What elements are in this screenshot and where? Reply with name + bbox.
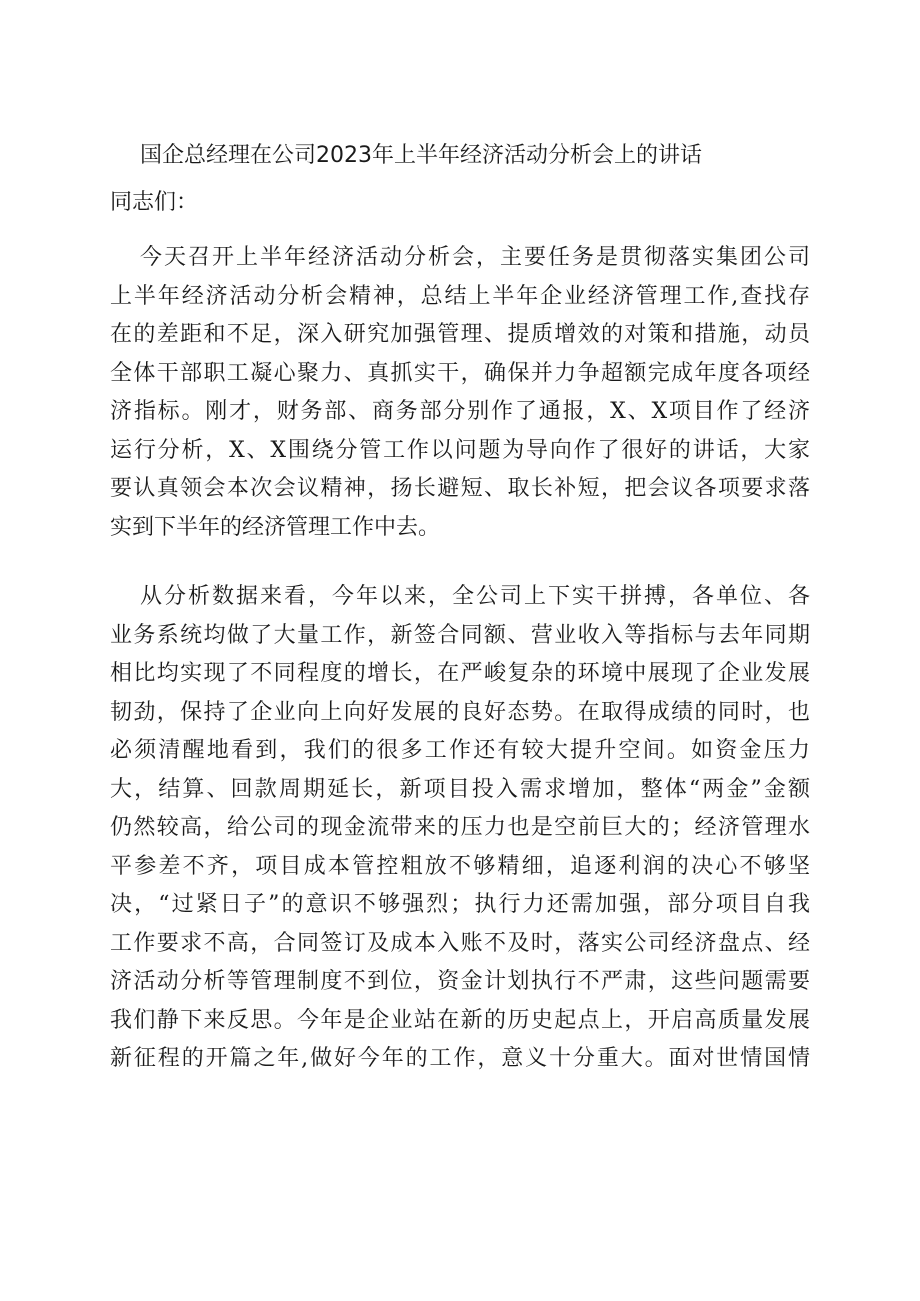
paragraph-line: 从分析数据来看，今年以来，全公司上下实干拼搏，各单位、各 — [140, 584, 810, 609]
paragraph-line: 济指标。刚才，财务部、商务部分别作了通报，X、X项目作了经济 — [110, 399, 810, 424]
document-title: 国企总经理在公司2023年上半年经济活动分析会上的讲话 — [140, 143, 702, 168]
paragraph-line: 实到下半年的经济管理工作中去。 — [110, 514, 441, 540]
paragraph-line: 韧劲，保持了企业向上向好发展的良好态势。在取得成绩的同时，也 — [110, 699, 810, 725]
paragraph-line: 要认真领会本次会议精神，扬长避短、取长补短，把会议各项要求落 — [110, 476, 810, 501]
paragraph-line: 业务系统均做了大量工作，新签合同额、营业收入等指标与去年同期 — [110, 622, 810, 648]
paragraph-line: 工作要求不高，合同签订及成本入账不及时，落实公司经济盘点、经 — [110, 930, 810, 956]
paragraph-line: 平参差不齐，项目成本管控粗放不够精细，追逐利润的决心不够坚 — [110, 853, 810, 879]
paragraph-line: 我们静下来反思。今年是企业站在新的历史起点上，开启高质量发展 — [110, 1007, 810, 1033]
salutation: 同志们： — [110, 190, 199, 215]
paragraph-line: 运行分析，X、X围绕分管工作以问题为导向作了很好的讲话，大家 — [110, 437, 810, 463]
paragraph-line: 在的差距和不足，深入研究加强管理、提质增效的对策和措施，动员 — [110, 322, 810, 347]
paragraph-line: 上半年经济活动分析会精神，总结上半年企业经济管理工作,查找存 — [110, 283, 810, 309]
paragraph-line: 今天召开上半年经济活动分析会，主要任务是贯彻落实集团公司 — [140, 245, 810, 270]
paragraph-line: 大，结算、回款周期延长，新项目投入需求增加，整体“两金”金额 — [110, 776, 810, 802]
paragraph-2 — [110, 578, 810, 1079]
paragraph-line: 济活动分析等管理制度不到位，资金计划执行不严肃，这些问题需要 — [110, 969, 810, 994]
paragraph-line: 必须清醒地看到，我们的很多工作还有较大提升空间。如资金压力 — [110, 738, 810, 763]
paragraph-line: 全体干部职工凝心聚力、真抓实干，确保并力争超额完成年度各项经 — [110, 360, 810, 386]
paragraph-line: 仍然较高，给公司的现金流带来的压力也是空前巨大的；经济管理水 — [110, 815, 810, 840]
paragraph-line: 决，“过紧日子”的意识不够强烈；执行力还需加强，部分项目自我 — [110, 892, 810, 917]
paragraph-line: 相比均实现了不同程度的增长，在严峻复杂的环境中展现了企业发展 — [110, 661, 810, 686]
paragraph-line: 新征程的开篇之年,做好今年的工作，意义十分重大。面对世情国情 — [110, 1046, 810, 1071]
paragraph-1 — [110, 239, 810, 547]
